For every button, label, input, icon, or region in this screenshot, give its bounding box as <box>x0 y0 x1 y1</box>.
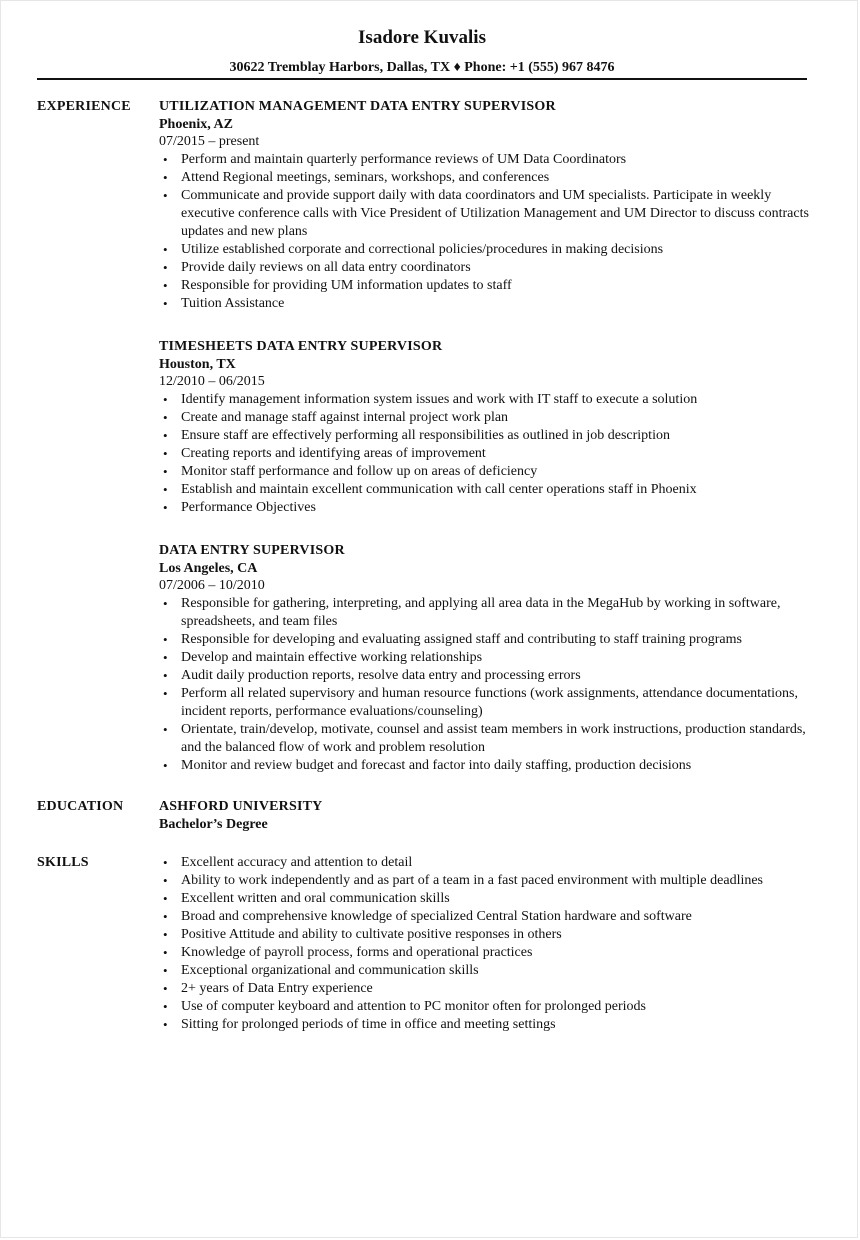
experience-list <box>159 98 819 800</box>
job-dates: 12/2010 – 06/2015 <box>159 374 265 389</box>
job-location: Los Angeles, CA <box>159 561 258 576</box>
bullet-item <box>159 481 819 499</box>
job-bullets <box>159 151 819 313</box>
bullet-item <box>159 667 819 685</box>
bullet-item <box>159 499 819 517</box>
bullet-icon: • <box>163 242 168 257</box>
bullet-icon: • <box>163 152 168 167</box>
bullet-icon: • <box>163 981 168 996</box>
bullet-icon: • <box>163 446 168 461</box>
bullet-text: Communicate and provide support daily with data coordinators and UM specialists. Participate in weekly executive conference calls with Vice President of Utilization Management and UM Director to discuss contracts updates and new plans <box>181 188 809 239</box>
skill-item <box>159 944 819 962</box>
bullet-icon: • <box>163 188 168 203</box>
skill-text: Knowledge of payroll process, forms and operational practices <box>181 945 533 960</box>
section-label-education: EDUCATION <box>37 799 124 814</box>
skill-item <box>159 872 819 890</box>
bullet-text: Orientate, train/develop, motivate, counsel and assist team members in work instructions, production standards, and the balanced flow of work and problem resolution <box>181 722 806 755</box>
bullet-icon: • <box>163 1017 168 1032</box>
bullet-text: Responsible for gathering, interpreting, and applying all area data in the MegaHub by working in software, spreadsheets, and team files <box>181 596 781 629</box>
bullet-item <box>159 445 819 463</box>
bullet-icon: • <box>163 500 168 515</box>
skill-item <box>159 854 819 872</box>
bullet-icon: • <box>163 260 168 275</box>
job-title: TIMESHEETS DATA ENTRY SUPERVISOR <box>159 339 443 354</box>
bullet-icon: • <box>163 927 168 942</box>
skill-text: Positive Attitude and ability to cultivate positive responses in others <box>181 927 562 942</box>
job-title: DATA ENTRY SUPERVISOR <box>159 543 345 558</box>
bullet-icon: • <box>163 855 168 870</box>
bullet-text: Develop and maintain effective working relationships <box>181 650 483 665</box>
bullet-item <box>159 241 819 259</box>
skill-item <box>159 962 819 980</box>
skill-text: Excellent written and oral communication skills <box>181 891 450 906</box>
skill-text: Broad and comprehensive knowledge of specialized Central Station hardware and software <box>181 909 692 924</box>
bullet-text: Perform all related supervisory and human resource functions (work assignments, attendance documentations, incident reports, performance evaluations/counseling) <box>181 686 798 719</box>
bullet-item <box>159 595 819 631</box>
job-location: Phoenix, AZ <box>159 117 233 132</box>
bullet-item <box>159 409 819 427</box>
skill-item <box>159 1016 819 1034</box>
bullet-text: Responsible for developing and evaluating assigned staff and contributing to staff training programs <box>181 632 742 647</box>
section-label-experience: EXPERIENCE <box>37 99 131 114</box>
bullet-text: Establish and maintain excellent communication with call center operations staff in Phoenix <box>181 482 697 497</box>
candidate-name: Isadore Kuvalis <box>358 27 486 48</box>
bullet-icon: • <box>163 482 168 497</box>
bullet-icon: • <box>163 392 168 407</box>
bullet-text: Utilize established corporate and correctional policies/procedures in making decisions <box>181 242 664 257</box>
bullet-item <box>159 631 819 649</box>
bullet-icon: • <box>163 909 168 924</box>
bullet-item <box>159 187 819 241</box>
bullet-icon: • <box>163 428 168 443</box>
bullet-text: Ensure staff are effectively performing all responsibilities as outlined in job description <box>181 428 670 443</box>
bullet-text: Create and manage staff against internal project work plan <box>181 410 509 425</box>
section-label-skills: SKILLS <box>37 855 89 870</box>
skill-text: 2+ years of Data Entry experience <box>181 981 373 996</box>
bullet-icon: • <box>163 999 168 1014</box>
skill-text: Ability to work independently and as part of a team in a fast paced environment with multiple deadlines <box>181 873 764 888</box>
bullet-text: Attend Regional meetings, seminars, workshops, and conferences <box>181 170 550 185</box>
bullet-item <box>159 295 819 313</box>
job-entry <box>159 338 819 517</box>
bullet-item <box>159 685 819 721</box>
education-entry <box>159 798 819 834</box>
bullet-icon: • <box>163 945 168 960</box>
job-dates: 07/2006 – 10/2010 <box>159 578 265 593</box>
bullet-icon: • <box>163 650 168 665</box>
bullet-text: Performance Objectives <box>181 500 316 515</box>
bullet-item <box>159 391 819 409</box>
bullet-item <box>159 721 819 757</box>
bullet-icon: • <box>163 410 168 425</box>
skill-item <box>159 980 819 998</box>
bullet-text: Tuition Assistance <box>181 296 285 311</box>
bullet-icon: • <box>163 296 168 311</box>
job-dates: 07/2015 – present <box>159 134 260 149</box>
resume-header <box>37 27 807 76</box>
bullet-item <box>159 151 819 169</box>
bullet-icon: • <box>163 596 168 611</box>
job-location: Houston, TX <box>159 357 236 372</box>
bullet-icon: • <box>163 873 168 888</box>
contact-line: 30622 Tremblay Harbors, Dallas, TX ♦ Phone: +1 (555) 967 8476 <box>229 60 615 75</box>
degree: Bachelor’s Degree <box>159 817 268 832</box>
bullet-item <box>159 169 819 187</box>
skill-item <box>159 890 819 908</box>
bullet-text: Creating reports and identifying areas of improvement <box>181 446 486 461</box>
skill-item <box>159 908 819 926</box>
skill-item <box>159 998 819 1016</box>
bullet-icon: • <box>163 278 168 293</box>
bullet-text: Perform and maintain quarterly performance reviews of UM Data Coordinators <box>181 152 627 167</box>
job-title: UTILIZATION MANAGEMENT DATA ENTRY SUPERVISOR <box>159 99 556 114</box>
skill-text: Excellent accuracy and attention to detail <box>181 855 413 870</box>
bullet-text: Responsible for providing UM information updates to staff <box>181 278 512 293</box>
skill-text: Sitting for prolonged periods of time in office and meeting settings <box>181 1017 556 1032</box>
bullet-text: Monitor and review budget and forecast and factor into daily staffing, production decisions <box>181 758 692 773</box>
bullet-item <box>159 277 819 295</box>
bullet-icon: • <box>163 668 168 683</box>
school-name: ASHFORD UNIVERSITY <box>159 799 323 814</box>
bullet-item <box>159 259 819 277</box>
skill-text: Use of computer keyboard and attention to PC monitor often for prolonged periods <box>181 999 647 1014</box>
bullet-icon: • <box>163 632 168 647</box>
bullet-item <box>159 427 819 445</box>
bullet-icon: • <box>163 722 168 737</box>
bullet-icon: • <box>163 891 168 906</box>
bullet-item <box>159 757 819 775</box>
bullet-text: Provide daily reviews on all data entry coordinators <box>181 260 471 275</box>
bullet-text: Monitor staff performance and follow up on areas of deficiency <box>181 464 538 479</box>
bullet-item <box>159 463 819 481</box>
bullet-text: Identify management information system issues and work with IT staff to execute a solution <box>181 392 698 407</box>
bullet-icon: • <box>163 963 168 978</box>
bullet-item <box>159 649 819 667</box>
bullet-icon: • <box>163 464 168 479</box>
header-divider <box>37 78 807 80</box>
bullet-text: Audit daily production reports, resolve data entry and processing errors <box>181 668 581 683</box>
skill-item <box>159 926 819 944</box>
job-bullets <box>159 595 819 775</box>
bullet-icon: • <box>163 170 168 185</box>
skills-list <box>159 854 819 1034</box>
skill-text: Exceptional organizational and communication skills <box>181 963 479 978</box>
job-bullets <box>159 391 819 517</box>
bullet-icon: • <box>163 686 168 701</box>
bullet-icon: • <box>163 758 168 773</box>
job-entry <box>159 542 819 775</box>
skills-body <box>159 854 819 1034</box>
job-entry <box>159 98 819 313</box>
